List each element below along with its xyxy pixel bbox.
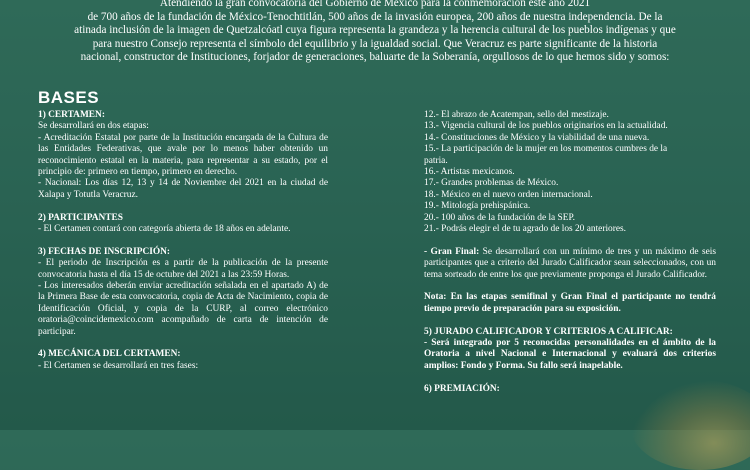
topic-item: 15.- La participación de la mujer en los momentos cumbres de la	[424, 144, 668, 155]
topic-item: 13.- Vigencia cultural de los pueblos originarios en la actualidad.	[424, 121, 668, 132]
participantes-text: - El Certamen contará con categoría abierta de 18 años en adelante.	[38, 224, 291, 235]
nota-text: Nota: En las etapas semifinal y Gran Final el participante no tendrá tiempo previo de preparación para su exposición.	[424, 292, 716, 314]
fechas-requirements: - Los interesados deberán enviar acreditación señalada en el apartado A) de la Primera Base de esta convocatoria, copia de Acta de Nacimiento, copia de Identificación Oficial, y copia de la CURP, al correo electrónico oratoria@coincidemexico.com acompañado de carta de intención de participar.	[38, 281, 328, 337]
certamen-stage-2: - Nacional: Los días 12, 13 y 14 de Noviembre del 2021 en la ciudad de Xalapa y Totutla Veracruz.	[38, 178, 328, 200]
jurado-heading: 5) JURADO CALIFICADOR Y CRITERIOS A CALIFICAR:	[424, 326, 673, 337]
left-column	[38, 110, 328, 372]
topic-item: 16.- Artistas mexicanos.	[424, 167, 515, 178]
participantes-heading: 2) PARTICIPANTES	[38, 212, 124, 223]
intro-paragraph	[8, 0, 742, 65]
topic-item: 17.- Grandes problemas de México.	[424, 178, 559, 189]
topic-item: patria.	[424, 155, 448, 166]
right-column	[424, 110, 716, 395]
intro-line-3: atinada inclusión de la imagen de Quetzalcóatl cuya figura representa la grandeza y la herencia cultural de los pueblos indígenas y que	[74, 24, 676, 37]
certamen-intro: Se desarrollará en dos etapas:	[38, 121, 149, 132]
topic-item: 12.- El abrazo de Acatempan, sello del mestizaje.	[424, 110, 609, 120]
certamen-heading: 1) CERTAMEN:	[38, 110, 105, 120]
gran-final-label: - Gran Final:	[424, 246, 480, 257]
certamen-stage-1: - Acreditación Estatal por parte de la Institución encargada de la Cultura de las Entidades Federativas, que avale por lo menos haber obtenido un reconocimiento estatal en la materia, para representar a su estado, por el principio de: primero en tiempo, primero en derecho.	[38, 132, 328, 178]
mecanica-text: - El Certamen se desarrollará en tres fases:	[38, 360, 199, 371]
bases-title: BASES	[38, 88, 100, 107]
intro-line-1: Atendiendo la gran convocatoria del Gobierno de México para la conmemoración este año 2021	[159, 0, 591, 9]
intro-line-2: de 700 años de la fundación de México-Tenochtitlán, 500 años de la invasión europea, 200 años de nuestra independencia. De la	[87, 10, 663, 23]
emblem-image	[630, 380, 750, 470]
fechas-heading: 3) FECHAS DE INSCRIPCIÓN:	[38, 246, 171, 257]
topic-item: 18.- México en el nuevo orden internacional.	[424, 189, 593, 200]
jurado-text: - Será integrado por 5 reconocidas personalidades en el ámbito de la Oratoria a nivel Nacional e Internacional y evaluará dos criterios amplios: Fondo y Forma. Su fallo será inapelable.	[424, 338, 716, 371]
gran-final-text: Se desarrollará con un mínimo de tres y un máximo de seis participantes que a criterio del Jurado Calificador sean seleccionados, con un tema sorteado de entre los que previamente proponga el Jurado Calificador.	[424, 246, 717, 280]
mecanica-heading: 4) MECÁNICA DEL CERTAMEN:	[38, 349, 181, 360]
premiacion-heading: 6) PREMIACIÓN:	[424, 383, 500, 394]
intro-line-4: para nuestro Consejo representa el símbolo del equilibrio y la igualdad social. Que Veracruz es parte significante de la historia	[92, 37, 658, 50]
topic-item: 19.- Mitología prehispánica.	[424, 201, 531, 212]
topic-item: 14.- Constituciones de México y la viabilidad de una nueva.	[424, 132, 650, 143]
topic-item: 20.- 100 años de la fundación de la SEP.	[424, 212, 576, 223]
intro-line-5: nacional, constructor de Instituciones, forjador de generaciones, baluarte de la Soberanía, orgullosos de lo que hemos sido y somos:	[80, 51, 670, 64]
fechas-period: - El periodo de Inscripción es a partir de la publicación de la presente convocatoria hasta el día 15 de octubre del 2021 a las 23:59 Horas.	[38, 258, 328, 280]
gran-final-paragraph	[424, 247, 716, 281]
topic-item: 21.- Podrás elegir el de tu agrado de los 20 anteriores.	[424, 224, 627, 235]
